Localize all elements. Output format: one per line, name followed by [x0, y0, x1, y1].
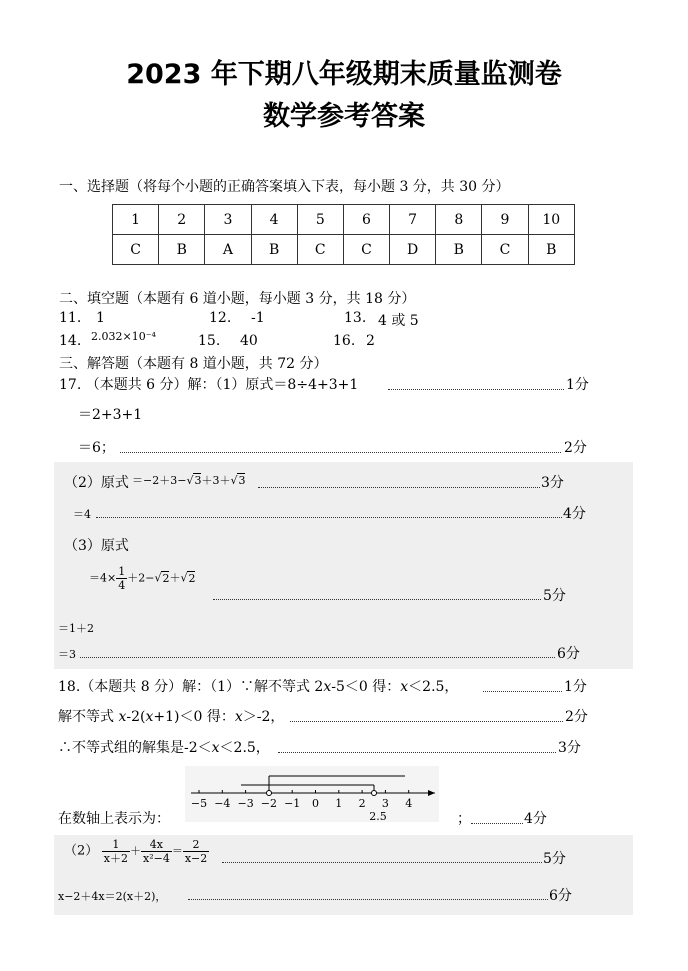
sqrt-icon: √	[180, 571, 188, 585]
table-cell: A	[205, 235, 251, 265]
fraction-numerator: 1	[118, 565, 126, 578]
table-cell: B	[251, 235, 297, 265]
number-line-tick-label: 1	[335, 797, 343, 810]
number-line-tick-label: −2	[260, 797, 278, 810]
q17-line1: 17. （本题共 6 分）解：（1）原式＝8÷4+3+1	[59, 377, 359, 393]
q17-score6: 6分	[557, 646, 580, 662]
text-part: +1)＜0 得：	[153, 709, 235, 725]
variable: x	[400, 679, 409, 695]
table-cell: 10	[528, 205, 574, 235]
dotted-leader	[120, 452, 561, 453]
q18-numline-after: ；	[457, 811, 471, 827]
answer-table-number-row	[113, 205, 575, 235]
dotted-leader	[213, 599, 541, 600]
variable: x	[234, 709, 243, 725]
fraction	[183, 838, 209, 865]
fraction-denominator: x−2	[184, 852, 208, 865]
number-line-tick-label: −4	[214, 797, 231, 810]
q17-p2-label: （2）原式	[64, 475, 129, 491]
radicand: 2	[162, 571, 170, 585]
q15-number: 15.	[198, 333, 221, 349]
section1-heading: 一、选择题（将每个小题的正确答案填入下表，每小题 3 分，共 30 分）	[59, 179, 510, 195]
sqrt-icon: √	[186, 474, 194, 487]
q18-line2	[58, 706, 284, 726]
number-line-tick-label: 3	[381, 797, 389, 810]
q11-number: 11.	[59, 310, 82, 326]
dotted-leader	[258, 487, 540, 488]
q17-p3-expression	[89, 565, 195, 592]
q14-answer: 2.032×10⁻⁴	[91, 330, 156, 343]
radicand: 3	[194, 474, 202, 487]
section3-heading: 三、解答题（本题有 8 道小题，共 72 分）	[59, 356, 328, 372]
dotted-leader	[80, 657, 555, 658]
expr-part: ＋	[169, 571, 181, 585]
table-cell: B	[159, 235, 205, 265]
q16-answer: 2	[366, 333, 375, 349]
table-cell: C	[482, 235, 528, 265]
table-cell: C	[297, 235, 343, 265]
dotted-leader	[278, 752, 556, 753]
number-line-tick-label: 2	[358, 797, 366, 810]
table-cell: 5	[297, 205, 343, 235]
fraction-numerator: 4x	[141, 838, 172, 852]
number-line-mark-label: 2.5	[369, 810, 387, 822]
expr-part: ＝−2＋3−	[132, 474, 187, 487]
variable: x	[323, 679, 332, 695]
number-line-tick-label: 4	[405, 797, 413, 810]
q17-score3: 3分	[541, 475, 564, 491]
table-cell: 2	[159, 205, 205, 235]
dotted-leader	[96, 517, 562, 518]
dotted-leader	[471, 823, 523, 824]
q12-number: 12.	[209, 310, 232, 326]
text-part: ＜2.5，	[219, 740, 270, 756]
q17-p2-expression	[132, 472, 245, 488]
q18-score1: 1分	[564, 679, 587, 695]
number-line-background	[185, 766, 439, 822]
q18-p2-line2: x−2＋4x＝2(x＋2)，	[58, 890, 167, 903]
expr-part: ＝	[171, 844, 183, 858]
number-line-tick-label: −5	[190, 797, 208, 810]
table-cell: 1	[113, 205, 159, 235]
variable: x	[211, 740, 220, 756]
variable: x	[145, 709, 154, 725]
table-cell: B	[436, 235, 482, 265]
q18-score3: 3分	[558, 740, 581, 756]
sqrt-icon: √	[154, 571, 162, 585]
dotted-leader	[222, 862, 542, 863]
number-line-tick-label: −3	[237, 797, 254, 810]
q18-line1	[58, 676, 458, 696]
expr-part: ＝4×	[89, 571, 117, 585]
fraction-numerator: 1	[102, 838, 130, 852]
q18-p2-label: （2）	[64, 843, 99, 859]
q18-score5: 5分	[543, 851, 566, 867]
number-line	[185, 766, 439, 822]
q18-numline-label: 在数轴上表示为：	[58, 811, 170, 827]
dotted-leader	[188, 899, 548, 900]
answer-table	[112, 204, 575, 265]
fraction	[141, 838, 172, 865]
open-point-right	[372, 791, 377, 796]
text-part: -5＜0 得：	[331, 679, 401, 695]
text-part: -2(	[126, 709, 146, 725]
expr-part: ＋3＋	[201, 474, 231, 487]
sqrt-icon: √	[230, 474, 238, 487]
text-part: ＜2.5，	[408, 679, 459, 695]
fraction-denominator: x²−4	[142, 852, 170, 865]
text-part: ＞-2，	[242, 709, 285, 725]
fraction	[116, 565, 127, 592]
table-cell: C	[113, 235, 159, 265]
q17-score2: 2分	[564, 440, 587, 456]
q17-line3: ＝6；	[78, 440, 115, 456]
dotted-leader	[290, 721, 563, 722]
table-cell: 9	[482, 205, 528, 235]
expr-part: ＋2−	[127, 571, 155, 585]
page-subtitle: 数学参考答案	[263, 101, 425, 132]
variable: x	[118, 709, 127, 725]
q13-number: 13.	[344, 310, 367, 326]
q14-number: 14.	[59, 333, 82, 349]
expr-part: ＋	[129, 844, 141, 858]
q12-answer: -1	[251, 310, 265, 326]
text-part: 解不等式	[58, 709, 119, 725]
q17-score1: 1分	[566, 377, 589, 393]
q15-answer: 40	[240, 333, 258, 349]
table-cell: 6	[343, 205, 389, 235]
page-title: 2023 年下期八年级期末质量监测卷	[126, 59, 562, 90]
table-cell: B	[528, 235, 574, 265]
q17-line2: ＝2+3+1	[78, 407, 143, 423]
q18-score2: 2分	[565, 709, 588, 725]
table-cell: D	[390, 235, 436, 265]
fraction-denominator: 4	[118, 579, 126, 592]
q17-score5: 5分	[543, 588, 566, 604]
q17-score4: 4分	[563, 506, 586, 522]
q17-p3-line2: ＝1＋2	[58, 622, 94, 635]
dotted-leader	[388, 389, 564, 390]
q16-number: 16.	[333, 333, 356, 349]
open-point-left	[267, 791, 272, 796]
fraction-numerator: 2	[183, 838, 209, 852]
fraction-denominator: x＋2	[103, 852, 128, 865]
answer-table-answer-row	[113, 235, 575, 265]
fraction	[102, 838, 130, 865]
q17-p3-label: （3）原式	[64, 538, 129, 554]
q11-answer: 1	[96, 310, 105, 326]
dotted-leader	[483, 691, 562, 692]
table-cell: C	[343, 235, 389, 265]
section2-heading: 二、填空题（本题有 6 道小题，每小题 3 分，共 18 分）	[59, 291, 416, 307]
text-part: 18.（本题共 8 分）解：（1）∵解不等式 2	[58, 679, 324, 695]
q18-score4: 4分	[524, 811, 547, 827]
radicand: 2	[188, 571, 196, 585]
table-cell: 8	[436, 205, 482, 235]
q18-score6: 6分	[549, 888, 572, 904]
radicand: 3	[238, 474, 246, 487]
q13-answer: 4 或 5	[378, 313, 419, 329]
table-cell: 3	[205, 205, 251, 235]
number-line-tick-label: 0	[312, 797, 319, 810]
table-cell: 7	[390, 205, 436, 235]
table-cell: 4	[251, 205, 297, 235]
q18-line3	[58, 737, 270, 757]
q17-p2-line2: ＝4	[73, 508, 91, 521]
q17-p3-line3: ＝3	[58, 648, 76, 661]
text-part: ∴不等式组的解集是-2＜	[58, 740, 212, 756]
number-line-tick-label: −1	[284, 797, 301, 810]
q18-p2-expression	[64, 838, 209, 865]
